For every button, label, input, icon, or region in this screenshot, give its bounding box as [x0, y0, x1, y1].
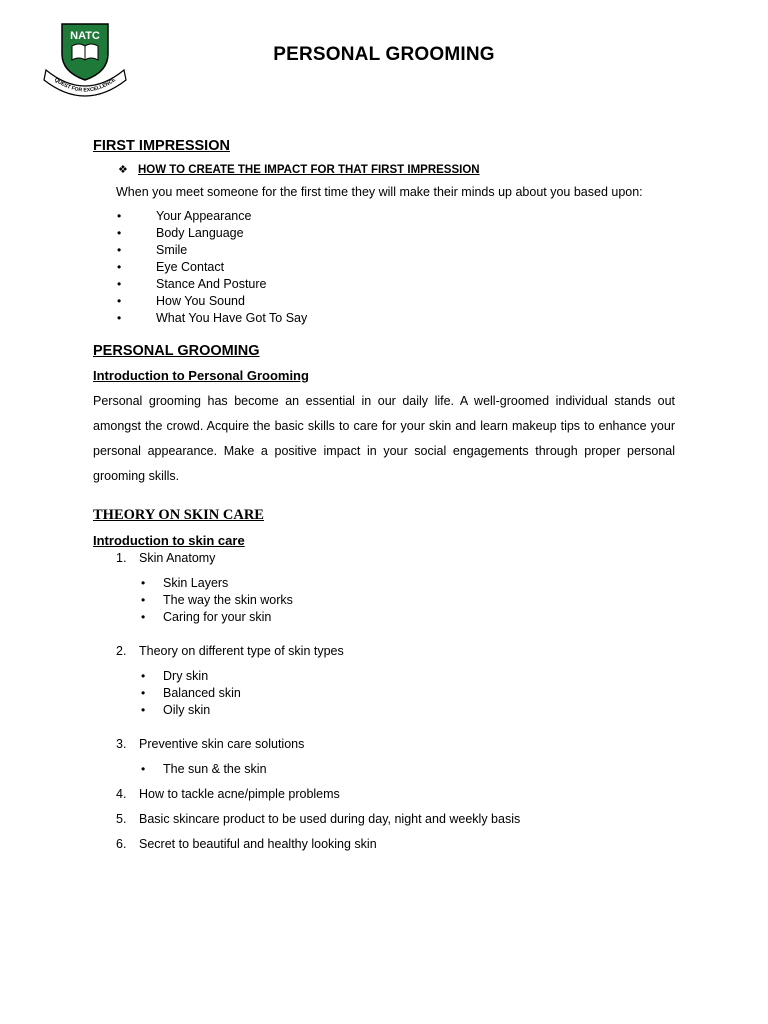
- numbered-item: 4. How to tackle acne/pimple problems: [116, 787, 340, 801]
- bullet-icon: •: [117, 294, 122, 308]
- section-heading-personal-grooming: PERSONAL GROOMING: [93, 343, 260, 359]
- list-item: • Stance And Posture: [117, 277, 267, 291]
- subheading-intro-grooming: Introduction to Personal Grooming: [93, 368, 309, 383]
- skin-care-list: [93, 550, 675, 853]
- list-item: • Balanced skin: [141, 686, 241, 700]
- document-body: [93, 138, 675, 861]
- list-item: • The way the skin works: [141, 593, 293, 607]
- numbered-item: 1. Skin Anatomy • Skin Layers • The way the skin works • Caring for your skin: [93, 550, 675, 626]
- list-item: • Your Appearance: [117, 209, 252, 223]
- list-item: • Dry skin: [141, 669, 209, 683]
- first-impression-intro: When you meet someone for the first time they will make their minds up about you based upon:: [116, 185, 643, 199]
- bullet-icon: •: [117, 209, 122, 223]
- bullet-icon: •: [141, 669, 146, 683]
- bullet-icon: •: [141, 703, 146, 717]
- logo-acronym: NATC: [70, 30, 100, 42]
- numbered-item: 3. Preventive skin care solutions • The sun & the skin: [93, 736, 675, 778]
- bullet-icon: •: [141, 762, 146, 776]
- bullet-icon: •: [117, 260, 122, 274]
- bullet-icon: •: [141, 686, 146, 700]
- sub-list: [139, 761, 675, 778]
- diamond-bullet-icon: ❖: [118, 164, 128, 176]
- list-item: • How You Sound: [117, 294, 245, 308]
- grooming-paragraph: Personal grooming has become an essential in our daily life. A well-groomed individual stands out amongst the crowd. Acquire the basic skills to care for your skin and learn makeup tips to enhance your personal appearance. Make a positive impact in your social engagements through proper personal grooming skills.: [93, 394, 675, 483]
- list-item: • Caring for your skin: [141, 610, 272, 624]
- list-item: • Body Language: [117, 226, 244, 240]
- bullet-icon: •: [117, 243, 122, 257]
- sub-list: [139, 668, 675, 719]
- list-item: • Oily skin: [141, 703, 211, 717]
- logo-motto: QUEST FOR EXCELLENCE: [53, 77, 117, 94]
- list-item: • Skin Layers: [141, 576, 229, 590]
- first-impression-list: [93, 208, 675, 327]
- bullet-icon: •: [117, 311, 122, 325]
- list-item: • What You Have Got To Say: [117, 311, 308, 325]
- list-item: • The sun & the skin: [141, 762, 267, 776]
- sub-list: [139, 575, 675, 626]
- page-title: PERSONAL GROOMING: [273, 44, 495, 65]
- subheading-text: HOW TO CREATE THE IMPACT FOR THAT FIRST IMPRESSION: [138, 164, 480, 176]
- bullet-icon: •: [117, 277, 122, 291]
- list-item: • Eye Contact: [117, 260, 225, 274]
- bullet-icon: •: [141, 610, 146, 624]
- bullet-icon: •: [141, 576, 146, 590]
- subheading-intro-skin-care: Introduction to skin care: [93, 533, 245, 548]
- numbered-item: 6. Secret to beautiful and healthy looking skin: [116, 837, 377, 851]
- list-item: • Smile: [117, 243, 188, 257]
- section-heading-skin-care: THEORY ON SKIN CARE: [93, 507, 264, 523]
- subheading-create-impact: [118, 163, 675, 176]
- numbered-item: 2. Theory on different type of skin types • Dry skin • Balanced skin • Oily skin: [93, 643, 675, 719]
- numbered-item: 5. Basic skincare product to be used during day, night and weekly basis: [116, 812, 521, 826]
- bullet-icon: •: [141, 593, 146, 607]
- bullet-icon: •: [117, 226, 122, 240]
- section-heading-first-impression: FIRST IMPRESSION: [93, 138, 230, 154]
